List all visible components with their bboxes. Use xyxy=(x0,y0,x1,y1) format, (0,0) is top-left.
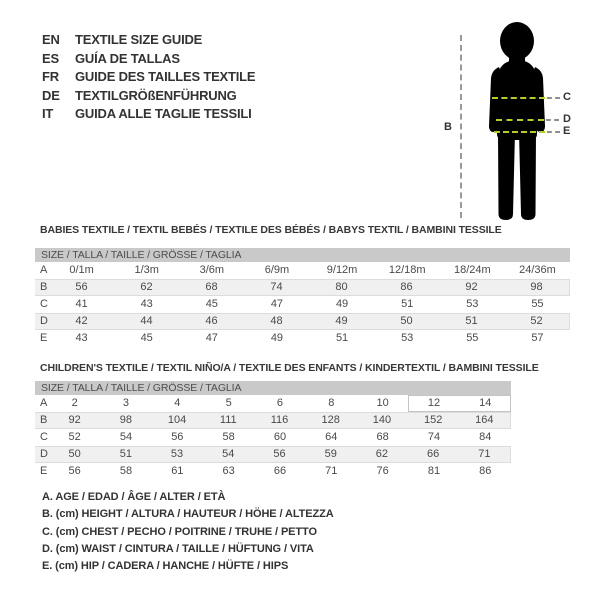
table-cell: 92 xyxy=(68,414,81,426)
table-cell: 8 xyxy=(328,397,335,409)
row-label: A xyxy=(40,264,48,276)
babies-size-table xyxy=(35,248,570,347)
table-row-D xyxy=(35,446,511,463)
table-cell: 55 xyxy=(466,332,479,344)
child-silhouette xyxy=(482,20,552,225)
table-cell: 104 xyxy=(167,414,187,426)
table-cell: 24/36m xyxy=(519,264,556,276)
hip-label: E xyxy=(563,125,571,137)
legend-waist: D. (cm) WAIST / CINTURA / TAILLE / HÜFTUNG / VITA xyxy=(42,542,314,555)
table-cell: 84 xyxy=(479,431,492,443)
table-cell: 66 xyxy=(427,448,440,460)
waist-measure-line xyxy=(496,119,544,121)
table-cell: 6 xyxy=(276,397,284,409)
height-label: B xyxy=(444,121,452,133)
table-cell: 10 xyxy=(376,397,389,409)
table-cell: 43 xyxy=(75,332,88,344)
language-code: EN xyxy=(42,32,60,47)
table-cell: 71 xyxy=(325,465,338,477)
hip-measure-line xyxy=(494,131,545,133)
table-cell: 98 xyxy=(119,414,132,426)
babies-section-title: BABIES TEXTILE / TEXTIL BEBÉS / TEXTILE DES BÉBÉS / BABYS TEXTIL / BAMBINI TESSILE xyxy=(40,224,502,236)
table-cell: 68 xyxy=(376,431,389,443)
table-cell: 54 xyxy=(119,431,133,443)
table-cell: 3 xyxy=(122,397,130,409)
chest-pointer-line xyxy=(547,97,560,99)
table-cell: 64 xyxy=(325,431,338,443)
table-cell: 111 xyxy=(219,414,237,426)
language-label: TEXTILGRÖßENFÜHRUNG xyxy=(75,87,237,103)
legend-age: A. AGE / EDAD / ÂGE / ALTER / ETÀ xyxy=(42,491,226,503)
table-cell: 49 xyxy=(335,315,348,327)
table-cell: 47 xyxy=(270,298,284,310)
table-cell: 52 xyxy=(530,315,543,327)
table-cell: 55 xyxy=(531,298,544,310)
table-cell: 53 xyxy=(170,448,184,460)
table-cell: 50 xyxy=(68,448,81,460)
table-cell: 74 xyxy=(427,431,441,443)
table-row-E xyxy=(35,330,570,347)
row-label: B xyxy=(40,414,48,426)
height-measure-line xyxy=(460,35,462,218)
table-cell: 128 xyxy=(321,414,340,426)
table-cell: 6/9m xyxy=(264,264,290,276)
language-label: TEXTILE SIZE GUIDE xyxy=(75,32,203,47)
table-cell: 12/18m xyxy=(388,264,426,276)
table-cell: 56 xyxy=(273,448,286,460)
table-cell: 66 xyxy=(273,465,287,477)
table-cell: 86 xyxy=(400,281,413,293)
table-cell: 51 xyxy=(401,298,414,310)
table-cell: 56 xyxy=(171,431,184,443)
table-cell: 0/1m xyxy=(69,264,94,276)
waist-label: D xyxy=(563,113,571,125)
table-cell: 1/3m xyxy=(134,264,159,276)
table-cell: 58 xyxy=(119,465,133,477)
row-label: E xyxy=(40,465,48,477)
table-cell: 9/12m xyxy=(326,264,358,276)
table-cell: 3/6m xyxy=(199,264,225,276)
row-label: E xyxy=(40,332,48,344)
table-cell: 152 xyxy=(423,414,443,426)
table-cell: 60 xyxy=(273,431,287,443)
children-section-title: CHILDREN'S TEXTILE / TEXTIL NIÑO/A / TEXTILE DES ENFANTS / KINDERTEXTIL / BAMBINI TESSILE xyxy=(40,362,539,374)
language-row-fr xyxy=(42,68,255,87)
table-cell: 2 xyxy=(71,397,78,409)
table-row-A xyxy=(35,262,570,279)
table-cell: 42 xyxy=(75,315,88,327)
language-code: DE xyxy=(42,87,60,103)
table-cell: 56 xyxy=(68,465,81,477)
table-cell: 76 xyxy=(376,465,389,477)
language-row-it xyxy=(42,105,255,124)
table-cell: 52 xyxy=(68,431,81,443)
table-cell: 92 xyxy=(465,281,478,293)
row-label: A xyxy=(40,397,48,409)
language-row-de xyxy=(42,87,255,106)
language-code: ES xyxy=(42,50,59,66)
row-label: D xyxy=(40,448,48,460)
language-row-en xyxy=(42,31,255,50)
language-code: IT xyxy=(42,106,54,122)
size-header-band: SIZE / TALLA / TAILLE / GRÖSSE / TAGLIA xyxy=(35,381,511,395)
table-cell: 62 xyxy=(140,281,153,293)
table-cell: 49 xyxy=(335,298,349,310)
table-cell: 44 xyxy=(140,315,153,327)
table-cell: 71 xyxy=(478,448,491,460)
hip-pointer-line xyxy=(547,131,560,133)
language-label: GUIDA ALLE TAGLIE TESSILI xyxy=(75,106,252,122)
table-row-D xyxy=(35,313,570,330)
legend-height: B. (cm) HEIGHT / ALTURA / HAUTEUR / HÖHE / ALTEZZA xyxy=(42,508,334,521)
table-cell: 59 xyxy=(324,448,337,460)
table-row-C xyxy=(35,429,511,446)
table-cell: 81 xyxy=(427,465,441,477)
language-row-es xyxy=(42,50,255,69)
table-cell: 45 xyxy=(205,298,218,310)
table-cell: 80 xyxy=(335,281,348,293)
row-label: C xyxy=(40,431,48,443)
table-cell: 62 xyxy=(375,448,389,460)
legend-hip: E. (cm) HIP / CADERA / HANCHE / HÜFTE / HIPS xyxy=(42,560,289,573)
table-cell: 51 xyxy=(465,315,478,327)
row-label: D xyxy=(40,315,48,327)
table-cell: 51 xyxy=(335,332,349,344)
table-cell: 74 xyxy=(270,281,283,293)
chest-measure-line xyxy=(492,97,545,99)
table-cell: 164 xyxy=(475,414,494,426)
legend-chest: C. (cm) CHEST / PECHO / POITRINE / TRUHE / PETTO xyxy=(42,525,317,538)
table-cell: 61 xyxy=(171,465,184,477)
table-cell: 48 xyxy=(270,315,283,327)
table-cell: 56 xyxy=(75,281,88,293)
table-cell: 18/24m xyxy=(453,264,491,276)
table-cell: 4 xyxy=(174,397,181,409)
table-cell: 51 xyxy=(119,448,132,460)
table-cell: 98 xyxy=(530,281,543,293)
size-12-14-highlight-box xyxy=(408,395,511,412)
table-cell: 54 xyxy=(222,448,235,460)
table-cell: 12 xyxy=(427,397,441,409)
table-cell: 14 xyxy=(479,397,492,409)
table-cell: 45 xyxy=(140,332,153,344)
table-row-C xyxy=(35,296,570,313)
language-label: GUIDE DES TAILLES TEXTILE xyxy=(75,69,256,85)
chest-label: C xyxy=(563,91,571,103)
table-cell: 86 xyxy=(479,465,492,477)
children-size-table xyxy=(35,381,511,480)
measurement-legend xyxy=(42,489,334,575)
table-cell: 5 xyxy=(225,397,232,409)
table-cell: 53 xyxy=(401,332,414,344)
language-list xyxy=(42,31,255,124)
table-row-B xyxy=(35,412,511,429)
language-label: GUÍA DE TALLAS xyxy=(75,50,180,66)
table-cell: 63 xyxy=(222,465,235,477)
table-cell: 46 xyxy=(205,315,218,327)
table-cell: 116 xyxy=(270,414,289,426)
table-cell: 53 xyxy=(466,298,479,310)
row-label: B xyxy=(40,281,48,293)
table-row-B xyxy=(35,279,570,296)
table-cell: 41 xyxy=(75,298,88,310)
table-cell: 47 xyxy=(205,332,218,344)
table-cell: 68 xyxy=(205,281,218,293)
language-code: FR xyxy=(42,69,59,85)
table-cell: 43 xyxy=(140,298,153,310)
table-cell: 49 xyxy=(270,332,284,344)
size-header-band: SIZE / TALLA / TAILLE / GRÖSSE / TAGLIA xyxy=(35,248,570,262)
row-label: C xyxy=(40,298,48,310)
table-cell: 58 xyxy=(222,431,235,443)
table-row-E xyxy=(35,463,511,480)
table-cell: 140 xyxy=(372,414,392,426)
table-cell: 50 xyxy=(400,315,413,327)
waist-pointer-line xyxy=(546,119,559,121)
table-cell: 57 xyxy=(531,332,544,344)
